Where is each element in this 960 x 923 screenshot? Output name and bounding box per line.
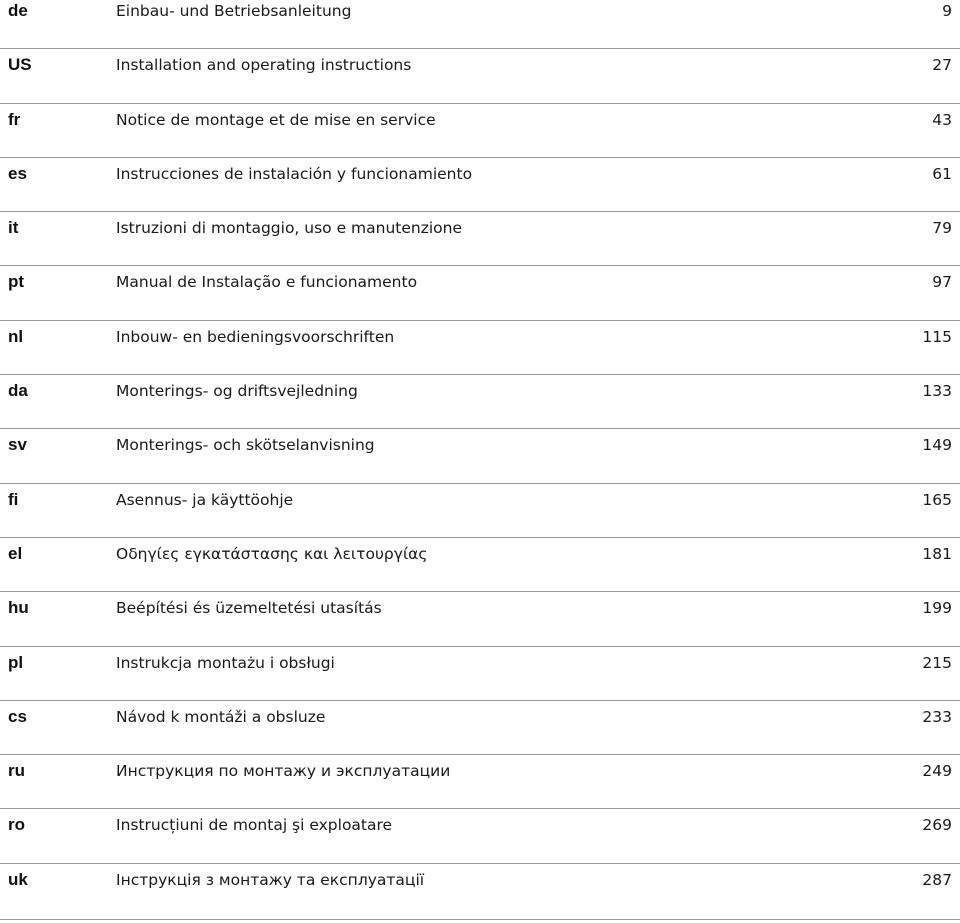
toc-row-nl[interactable] (0, 326, 960, 380)
language-code: ru (8, 761, 25, 781)
manual-title[interactable]: Instrucciones de instalación y funcionamiento (116, 164, 473, 183)
row-divider (0, 320, 960, 321)
language-code: cs (8, 706, 27, 726)
toc-row-es[interactable] (0, 163, 960, 217)
row-divider (0, 754, 960, 755)
row-divider (0, 483, 960, 484)
language-code: uk (8, 869, 28, 889)
page-number: 133 (922, 382, 952, 401)
language-code: fr (8, 109, 21, 129)
manual-title[interactable]: Istruzioni di montaggio, uso e manutenzione (116, 219, 463, 238)
language-code: da (8, 381, 28, 401)
language-code: nl (8, 326, 24, 346)
page-number: 43 (932, 110, 952, 129)
toc-row-cs[interactable] (0, 706, 960, 760)
language-code: fi (8, 489, 19, 509)
manual-title[interactable]: Οδηγίες εγκατάστασης και λειτουργίας (116, 544, 428, 563)
toc-row-uk[interactable] (0, 869, 960, 923)
page-number: 149 (922, 436, 952, 455)
page-number: 269 (922, 816, 952, 835)
toc-row-us[interactable] (0, 54, 960, 108)
row-divider (0, 428, 960, 429)
toc-row-sv[interactable] (0, 434, 960, 488)
page-number: 249 (922, 762, 952, 781)
page-number: 9 (942, 2, 952, 20)
language-code: sv (8, 435, 27, 455)
page-number: 115 (922, 327, 952, 346)
manual-title[interactable]: Инструкция по монтажу и эксплуатации (116, 762, 451, 781)
manual-title[interactable]: Asennus- ja käyttöohje (116, 490, 294, 509)
manual-title[interactable]: Instrukcja montażu i obsługi (116, 653, 335, 672)
page-number: 79 (932, 219, 952, 238)
toc-row-it[interactable] (0, 217, 960, 271)
page-number: 165 (922, 490, 952, 509)
manual-title[interactable]: Monterings- och skötselanvisning (116, 436, 375, 455)
manual-title[interactable]: Beépítési és üzemeltetési utasítás (116, 599, 382, 618)
manual-title[interactable]: Inbouw- en bedieningsvoorschriften (116, 327, 395, 346)
toc-row-ru[interactable] (0, 760, 960, 814)
language-code: hu (8, 598, 29, 618)
toc-row-fr[interactable] (0, 109, 960, 163)
row-divider (0, 646, 960, 647)
toc-row-de[interactable] (0, 0, 960, 54)
row-divider (0, 265, 960, 266)
toc-row-el[interactable] (0, 543, 960, 597)
manual-title[interactable]: Monterings- og driftsvejledning (116, 382, 358, 401)
toc-row-da[interactable] (0, 380, 960, 434)
row-divider (0, 157, 960, 158)
row-divider (0, 863, 960, 864)
row-divider (0, 48, 960, 49)
manual-title[interactable]: Notice de montage et de mise en service (116, 110, 436, 129)
toc-row-fi[interactable] (0, 489, 960, 543)
language-code: US (8, 55, 32, 75)
page-number: 215 (922, 653, 952, 672)
row-divider (0, 211, 960, 212)
toc-row-pl[interactable] (0, 652, 960, 706)
manual-title[interactable]: Einbau- und Betriebsanleitung (116, 2, 352, 20)
page-number: 61 (932, 164, 952, 183)
language-code: ro (8, 815, 25, 835)
page-number: 27 (932, 56, 952, 75)
language-code: pt (8, 272, 25, 292)
page-number: 199 (922, 599, 952, 618)
row-divider (0, 537, 960, 538)
manual-title[interactable]: Návod k montáži a obsluze (116, 707, 326, 726)
page-number: 181 (922, 544, 952, 563)
row-divider (0, 591, 960, 592)
manual-title[interactable]: Manual de Instalação e funcionamento (116, 273, 418, 292)
manual-title[interactable]: Інструкція з монтажу та експлуатації (116, 870, 425, 889)
page-number: 97 (932, 273, 952, 292)
toc-row-pt[interactable] (0, 271, 960, 325)
toc-row-hu[interactable] (0, 597, 960, 651)
row-divider (0, 919, 960, 920)
row-divider (0, 700, 960, 701)
language-code: es (8, 163, 27, 183)
manual-title[interactable]: Installation and operating instructions (116, 56, 412, 75)
language-code: it (8, 218, 19, 238)
toc-row-ro[interactable] (0, 814, 960, 868)
row-divider (0, 374, 960, 375)
manual-title[interactable]: Instrucțiuni de montaj şi exploatare (116, 816, 393, 835)
language-code: el (8, 543, 23, 563)
language-code: pl (8, 652, 24, 672)
row-divider (0, 103, 960, 104)
language-code: de (8, 1, 28, 20)
page-number: 287 (922, 870, 952, 889)
row-divider (0, 808, 960, 809)
page-number: 233 (922, 707, 952, 726)
